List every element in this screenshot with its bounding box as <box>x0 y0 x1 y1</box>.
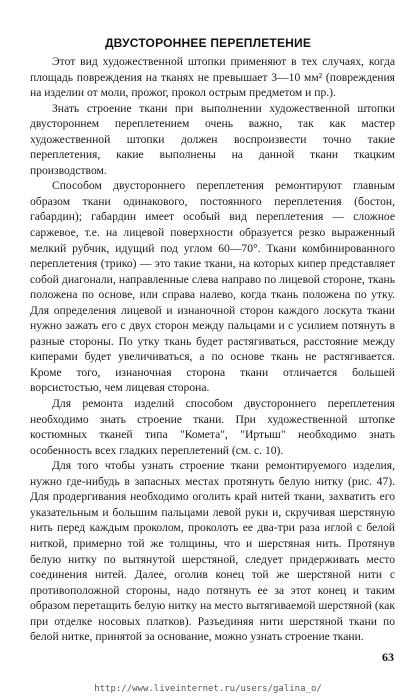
page-number: 63 <box>382 650 394 664</box>
paragraph-3: Способом двустороннего переплетения ремонтируют главным образом ткани одинакового, постоянного переплетения (бостон, габардин); габардин имеет особый вид переплетения — сложное саржевое, т.е. на лицевой поверхности образуется резко выраженный мелкий рубчик, идущий под углом 60—70°. Ткани комбинированного переплетения (трико) — это такие ткани, на которых кипер представляет собой диагонали, направленные слева направо по лицевой стороне, ткань положена по основе, или справа налево, когда ткань положена по утку. Для определения лицевой и изнаночной сторон каждого лоскута ткани нужно зажать его с двух сторон между пальцами и с усилием потянуть в разные стороны. По утку ткань будет растягиваться, расстояние между киперами будет увеличиваться, а по основе ткань не растягивается. Кроме того, изнаночная сторона ткани отличается большей ворсистостью, чем лицевая сторона. <box>30 179 395 395</box>
paragraph-1: Этот вид художественной штопки применяют в тех случаях, когда площадь повреждения на тканях не превышает 3—10 мм² (повреждения на изделии от моли, прожог, прокол острым предметом и пр.). <box>30 55 395 100</box>
paragraph-2: Знать строение ткани при выполнении художественной штопки двустороннем переплетением очень важно, так как мастер художественной штопки должен воспроизвести точно такие переплетения, какие выполнены на данной ткани ткацким производством. <box>30 101 395 177</box>
page-title: ДВУСТОРОННЕЕ ПЕРЕПЛЕТЕНИЕ <box>104 36 312 50</box>
paragraph-4: Для ремонта изделий способом двустороннего переплетения необходимо знать строение ткани. При художественной штопке костюмных тканей типа "Комета", "Иртыш" необходимо знать особенность всех гладких переплетений (см. с. 10). <box>30 397 395 457</box>
body-text <box>30 54 395 645</box>
watermark-url: http://www.liveinternet.ru/users/galina_o/ <box>94 684 322 694</box>
paragraph-5: Для того чтобы узнать строение ткани ремонтируемого изделия, нужно где-нибудь в запасных местах протянуть белую нитку (рис. 47). Для продергивания необходимо оголить край нитей ткани, захватить его указательным и большим пальцами левой руки и, скручивая шерстяную нить перед каждым проколом, проколоть ее два-три раза иглой с белой ниткой, примерно той же толщины, что и шерстяная нить. Протянув белую нитку по вытянутой шерстяной, следует придерживать место соединения нитей. Далее, оголив конец той же шерстяной нити с противоположной стороны, надо потянуть ее за этот конец и таким образом перетащить белую нитку на место вытягиваемой шерстяной (как при отделке носовых платков). Разъединяя нити шерстяной ткани по белой нитке, принятой за основание, можно узнать строение ткани. <box>30 459 395 644</box>
